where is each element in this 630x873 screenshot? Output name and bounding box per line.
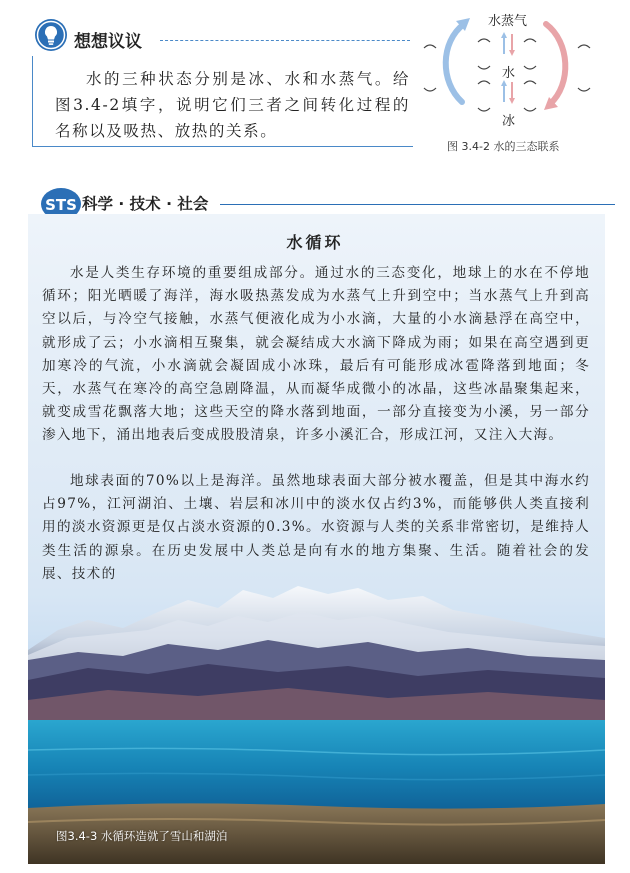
lightbulb-icon [34, 18, 68, 52]
article-paragraph: 地球表面的70%以上是海洋。虽然地球表面大部分被水覆盖，但是其中海水约占97%，江河湖泊、土壤、岩层和冰川中的淡水仅占约3%，而能够供人类直接利用的淡水资源更是仅占淡水资源的0.3%。水资源与人类的关系非常密切，是维持人类生活的源泉。在历史发展中人类总是向有水的地方集聚、生活。随着社会的发展、技术的 [42, 473, 590, 582]
sts-badge-text: STS [45, 196, 77, 214]
figure-caption: 图 3.4-2 水的三态联系 [447, 140, 560, 153]
divider [220, 204, 615, 205]
three-states-diagram [418, 4, 618, 134]
think-discuss-title: 想想议议 [74, 32, 142, 52]
divider [160, 40, 410, 42]
think-discuss-text: 水的三种状态分别是冰、水和水蒸气。给图3.4-2填字，说明它们三者之间转化过程的名称以及吸热、放热的关系。 [55, 70, 410, 140]
label-water: 水 [502, 66, 516, 81]
label-ice: 冰 [502, 114, 516, 129]
snow-mountain-lake-photo [28, 560, 605, 864]
article-title: 水循环 [286, 233, 344, 252]
sts-section-title: 科学 · 技术 · 社会 [82, 195, 209, 213]
photo-caption: 图3.4-3 水循环造就了雪山和湖泊 [56, 829, 228, 843]
article-paragraph: 水是人类生存环境的重要组成部分。通过水的三态变化，地球上的水在不停地循环；阳光晒暖了海洋，海水吸热蒸发成为水蒸气上升到空中；当水蒸气上升到高空以后，与冷空气接触，水蒸气便液化成为小水滴，大量的小水滴悬浮在高空中，就形成了云；小水滴相互聚集，就会凝结成大水滴下降成为雨；如果在高空遇到更加寒冷的气流，小水滴就会凝固成小冰珠，最后有可能形成冰雹降落到地面；冬天，水蒸气在寒冷的高空急剧降温，从而凝华成微小的冰晶，这些冰晶聚集起来，就变成雪花飘落大地；这些天空的降水落到地面，一部分直接变为小溪，另一部分渗入地下，涌出地表后变成股股清泉，许多小溪汇合，形成江河，又注入大海。 [42, 265, 590, 444]
label-water-vapor: 水蒸气 [488, 14, 528, 29]
